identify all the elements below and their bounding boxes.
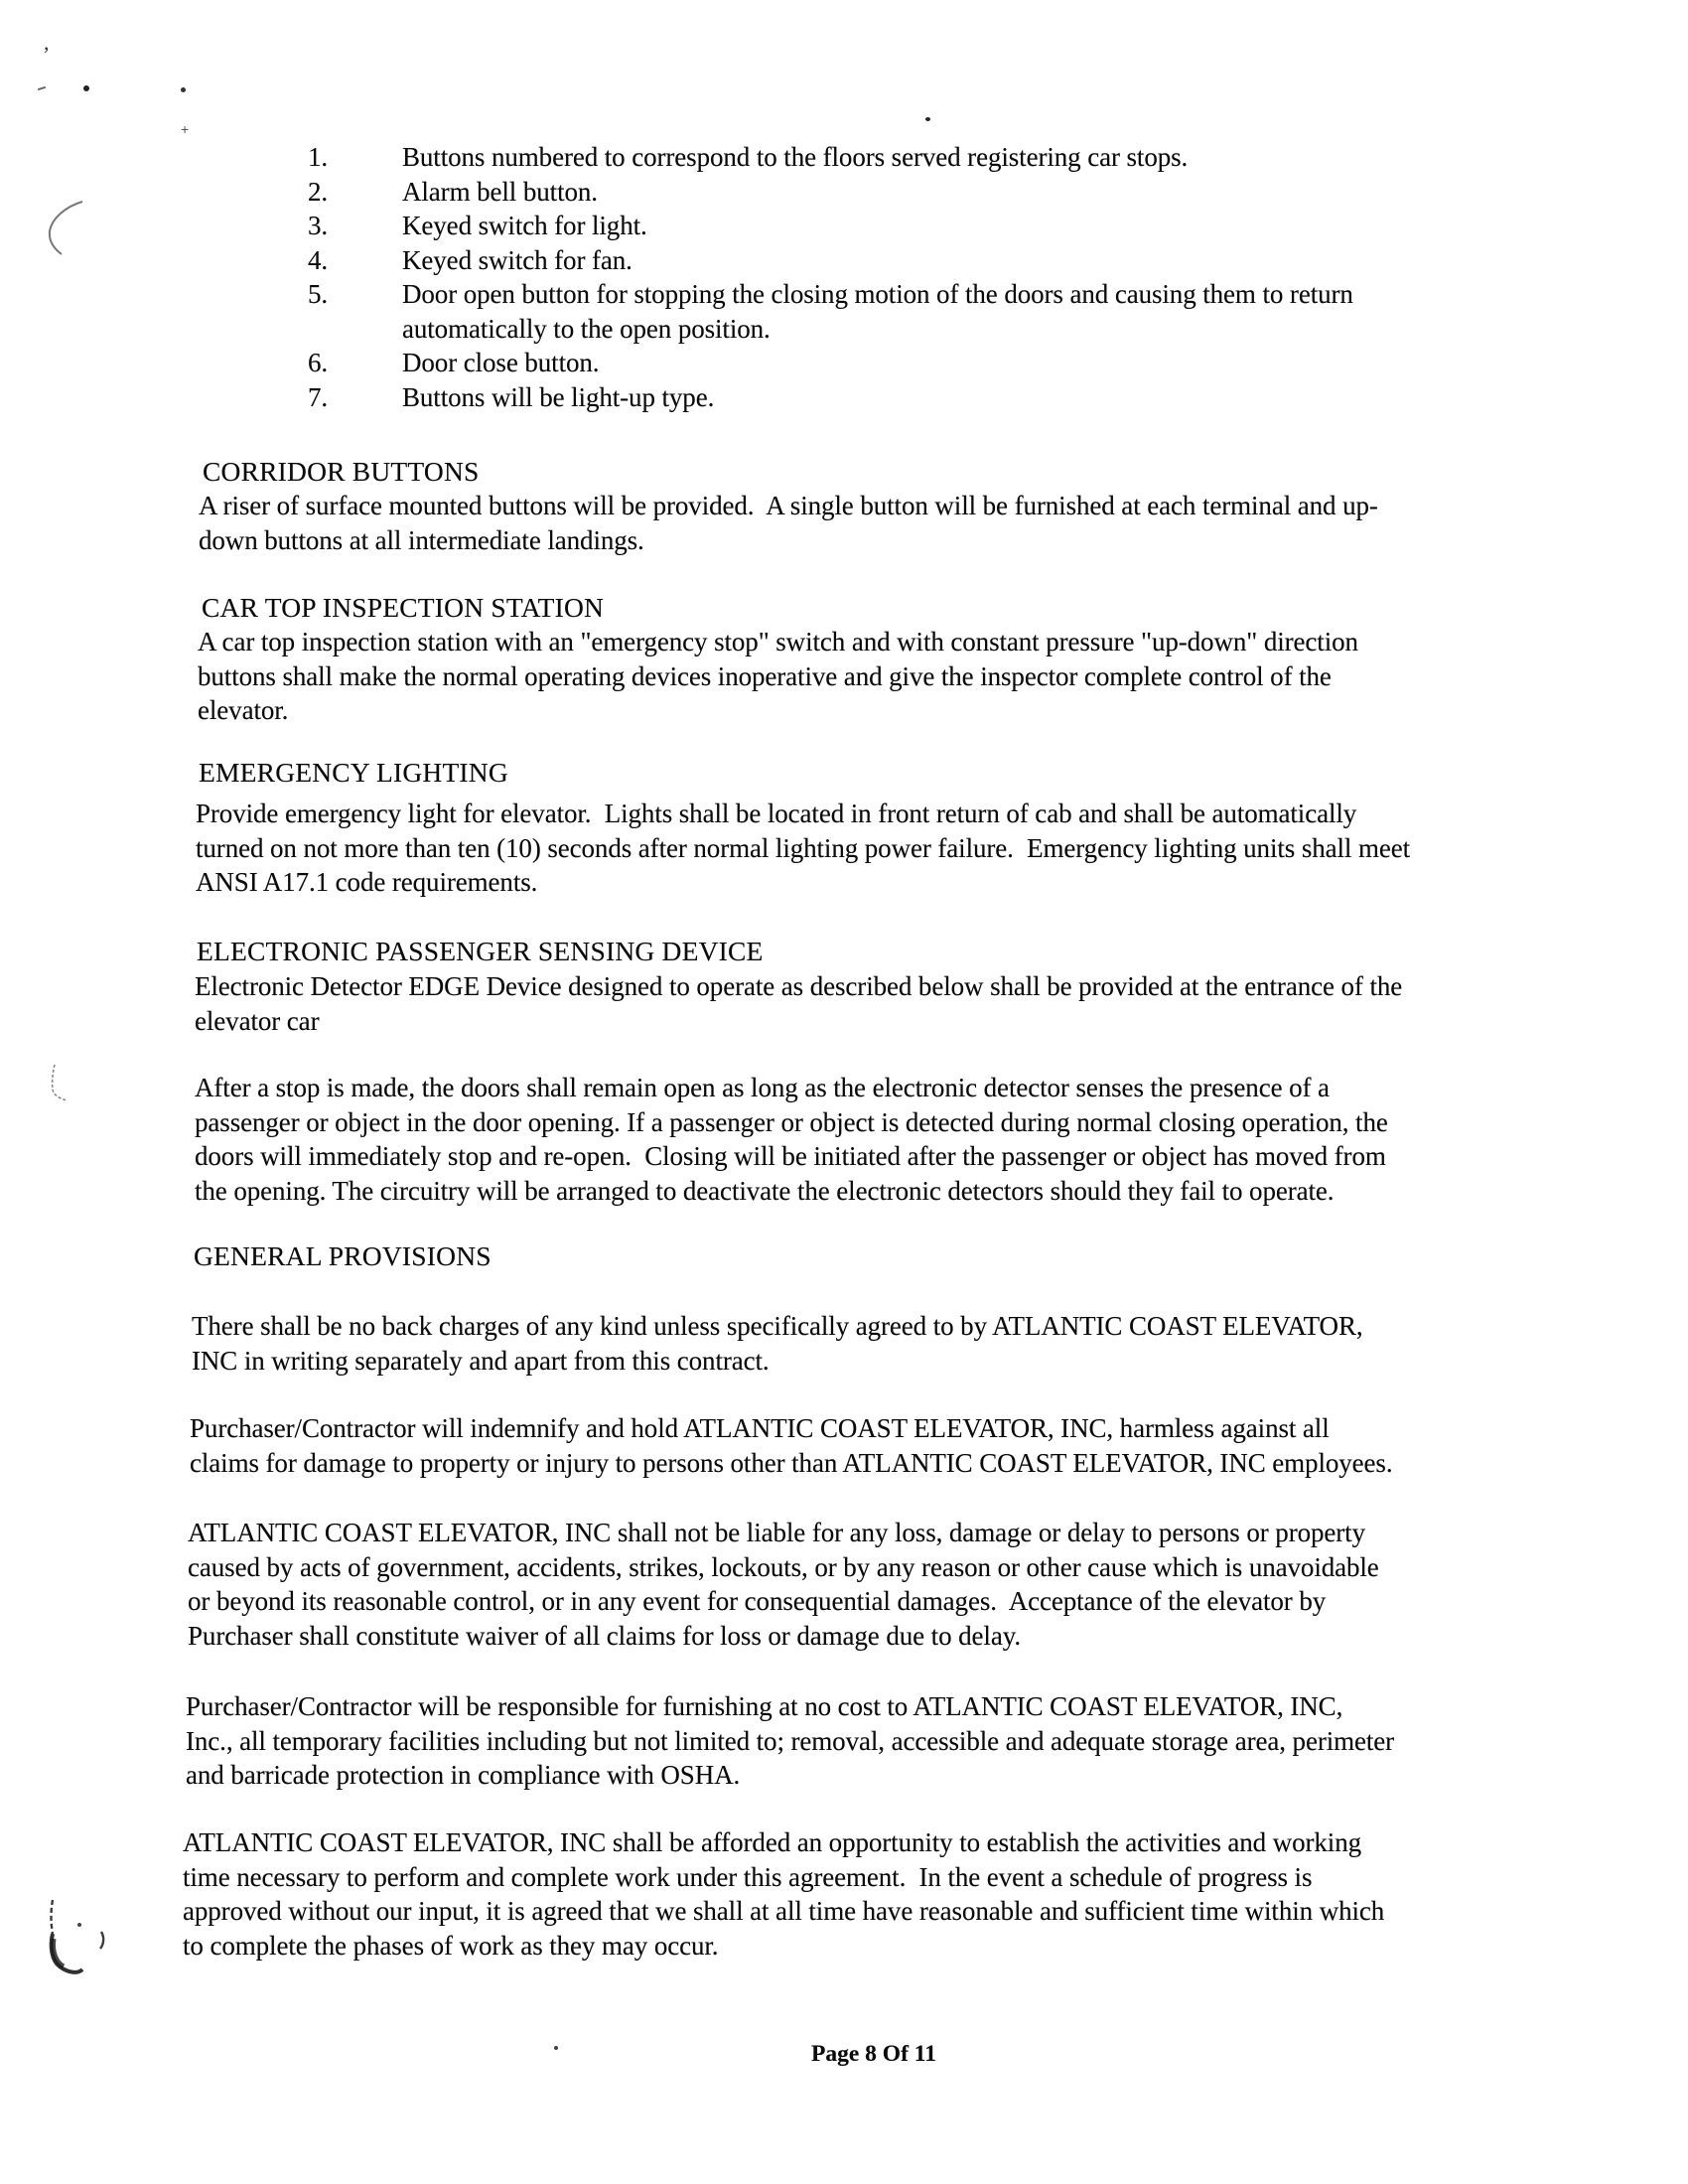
paragraph-back-charges (192, 1309, 1363, 1378)
paragraph-car-top-inspection (198, 625, 1358, 728)
text-line: There shall be no back charges of any kind unless specifically agreed to by ATLANTIC COAST ELEVATOR, (192, 1311, 1363, 1341)
list-item-number: 1. (308, 142, 329, 172)
text-line: time necessary to perform and complete work under this agreement. In the event a schedule of progress is (183, 1861, 1313, 1892)
section-heading-emergency-lighting: EMERGENCY LIGHTING (199, 757, 508, 788)
text-line: passenger or object in the door opening. If a passenger or object is detected during normal closing operation, the (195, 1106, 1388, 1137)
text-line: A car top inspection station with an "emergency stop" switch and with constant pressure "up-down" direction (198, 627, 1358, 656)
list-item-text (402, 277, 1353, 346)
text-line: to complete the phases of work as they may occur. (183, 1930, 719, 1961)
text-line: Keyed switch for fan. (402, 244, 633, 275)
paragraph-sensing-device (195, 969, 1402, 1038)
text-line: Purchaser/Contractor will indemnify and hold ATLANTIC COAST ELEVATOR, INC, harmless against all (190, 1413, 1330, 1443)
list-item-text (402, 346, 599, 380)
section-heading-general-provisions: GENERAL PROVISIONS (194, 1240, 492, 1271)
text-line: approved without our input, it is agreed that we shall at all time have reasonable and sufficient time within which (183, 1896, 1385, 1926)
text-line: Keyed switch for light. (402, 211, 647, 240)
list-item (308, 243, 1353, 278)
text-line: buttons shall make the normal operating devices inoperative and give the inspector complete control of the (198, 660, 1332, 691)
list-item-number: 5. (308, 279, 329, 309)
text-line: Purchaser shall constitute waiver of all claims for loss or damage due to delay. (188, 1620, 1021, 1651)
text-line: Electronic Detector EDGE Device designed to operate as described below shall be provided at the entrance of the (195, 971, 1403, 1001)
list-item-text (402, 209, 647, 243)
text-line: doors will immediately stop and re-open. Closing will be initiated after the passenger or object has moved from (195, 1141, 1386, 1171)
text-line: or beyond its reasonable control, or in any event for consequential damages. Acceptance of the elevator by (188, 1586, 1327, 1616)
text-line: Provide emergency light for elevator. Lights shall be located in front return of cab and shall be automatically (196, 799, 1357, 828)
plus-speck-mark: + (181, 121, 190, 137)
list-item-number: 6. (308, 348, 329, 377)
text-line: automatically to the open position. (402, 313, 771, 344)
list-item-text (402, 243, 633, 278)
text-line: Door close button. (402, 348, 600, 377)
text-line: ATLANTIC COAST ELEVATOR, INC shall be afforded an opportunity to establish the activities and working (183, 1827, 1361, 1857)
text-line: Buttons numbered to correspond to the floors served registering car stops. (402, 142, 1189, 172)
list-item-text (402, 140, 1188, 175)
list-item-number: 7. (308, 381, 329, 412)
section-heading-car-top-inspection: CAR TOP INSPECTION STATION (202, 592, 605, 623)
text-line: down buttons at all intermediate landings. (199, 524, 644, 555)
text-line: Door open button for stopping the closing motion of the doors and causing them to return (402, 279, 1353, 309)
list-item-number: 3. (308, 211, 329, 240)
list-item-number: 2. (308, 176, 329, 207)
paragraph-corridor-buttons (199, 489, 1378, 557)
list-item (308, 346, 1353, 380)
text-line: ATLANTIC COAST ELEVATOR, INC shall not be liable for any loss, damage or delay to persons or property (188, 1518, 1365, 1547)
text-line: claims for damage to property or injury to persons other than ATLANTIC COAST ELEVATOR, INC employees. (190, 1447, 1393, 1478)
list-item (308, 277, 1353, 346)
page-number-footer: Page 8 Of 11 (811, 2041, 936, 2067)
list-item (308, 209, 1353, 243)
text-line: Inc., all temporary facilities including but not limited to; removal, accessible and adequate storage area, perimeter (186, 1725, 1395, 1756)
ink-dot-2 (181, 87, 186, 92)
text-line: turned on not more than ten (10) seconds after normal lighting power failure. Emergency lighting units shall meet (196, 832, 1411, 863)
cab-operating-panel-list (308, 140, 1353, 414)
text-line: the opening. The circuitry will be arranged to deactivate the electronic detectors should they fail to operate. (195, 1175, 1335, 1206)
pen-scribble-mark (44, 1887, 115, 1982)
text-line: elevator car (195, 1005, 320, 1036)
inline-ink-dot (925, 117, 930, 121)
paragraph-schedule-of-progress (183, 1825, 1384, 1963)
list-item (308, 140, 1353, 175)
text-line: INC in writing separately and apart from this contract. (192, 1345, 770, 1376)
list-item-number: 4. (308, 244, 329, 275)
ink-dot-1 (83, 85, 89, 91)
text-line: Alarm bell button. (402, 176, 598, 207)
text-line: Buttons will be light-up type. (402, 381, 715, 412)
text-line: elevator. (198, 695, 289, 725)
paragraph-door-reopen-operation (195, 1071, 1388, 1208)
comma-speck-mark: , (44, 30, 50, 55)
pencil-paren-mark (46, 195, 87, 260)
text-line: ANSI A17.1 code requirements. (196, 867, 538, 897)
text-line: and barricade protection in compliance with OSHA. (186, 1760, 741, 1790)
list-item (308, 380, 1353, 415)
list-item (308, 175, 1353, 210)
text-line: caused by acts of government, accidents, strikes, lockouts, or by any reason or other cause which is unavoidable (188, 1551, 1379, 1582)
footer-ink-dot (554, 2046, 558, 2050)
text-line: A riser of surface mounted buttons will be provided. A single button will be furnished at each terminal and up- (199, 491, 1378, 520)
section-heading-corridor-buttons: CORRIDOR BUTTONS (203, 456, 480, 487)
text-line: Purchaser/Contractor will be responsible for furnishing at no cost to ATLANTIC COAST ELEVATOR, INC, (186, 1691, 1343, 1721)
paragraph-emergency-lighting (196, 797, 1410, 900)
list-item-text (402, 380, 714, 415)
text-line: After a stop is made, the doors shall remain open as long as the electronic detector senses the presence of a (195, 1073, 1330, 1102)
paragraph-liability (188, 1516, 1379, 1653)
ink-dash-mark (38, 86, 46, 90)
pencil-curve-mark (50, 1057, 73, 1106)
section-heading-passenger-sensing: ELECTRONIC PASSENGER SENSING DEVICE (197, 936, 764, 966)
paragraph-temporary-facilities (186, 1689, 1394, 1793)
paragraph-indemnify (190, 1411, 1392, 1480)
list-item-text (402, 175, 598, 210)
